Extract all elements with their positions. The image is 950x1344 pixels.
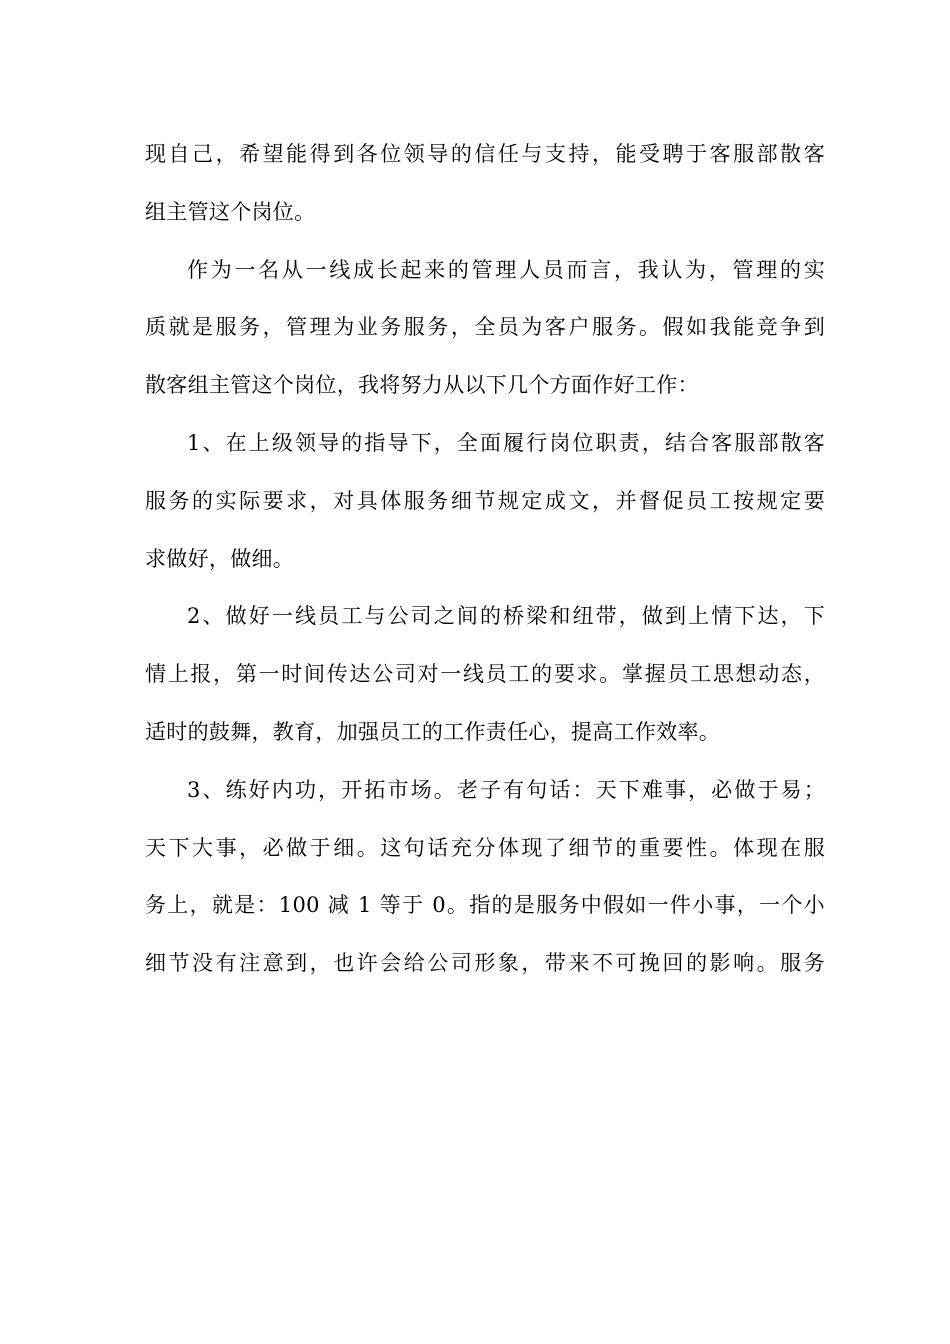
document-body: [145, 126, 825, 993]
text-line-6: 1、在上级领导的指导下，全面履行岗位职责，结合客服部散客: [187, 430, 825, 455]
text-line-13: 天下大事，必做于细。这句话充分体现了细节的重要性。体现在服: [145, 835, 825, 860]
text-line-9: 2、做好一线员工与公司之间的桥梁和纽带，做到上情下达，下: [187, 604, 825, 629]
text-line-3: 作为一名从一线成长起来的管理人员而言，我认为，管理的实: [187, 257, 825, 282]
text-line-10: 情上报，第一时间传达公司对一线员工的要求。掌握员工思想动态，: [145, 662, 825, 687]
text-line-4: 质就是服务，管理为业务服务，全员为客户服务。假如我能竞争到: [145, 315, 825, 340]
text-line-11: 适时的鼓舞，教育，加强员工的工作责任心，提高工作效率。: [145, 719, 721, 744]
text-line-5: 散客组主管这个岗位，我将努力从以下几个方面作好工作：: [145, 373, 699, 398]
text-line-15: 细节没有注意到，也许会给公司形象，带来不可挽回的影响。服务: [145, 951, 825, 976]
text-line-2: 组主管这个岗位。: [145, 199, 316, 224]
text-line-1: 现自己，希望能得到各位领导的信任与支持，能受聘于客服部散客: [145, 142, 825, 166]
text-line-7: 服务的实际要求，对具体服务细节规定成文，并督促员工按规定要: [145, 488, 825, 513]
text-line-14: 务上，就是：100 减 1 等于 0。指的是服务中假如一件小事，一个小: [145, 893, 825, 918]
text-line-8: 求做好，做细。: [145, 546, 295, 571]
text-line-12: 3、练好内功，开拓市场。老子有句话：天下难事，必做于易；: [187, 777, 825, 802]
